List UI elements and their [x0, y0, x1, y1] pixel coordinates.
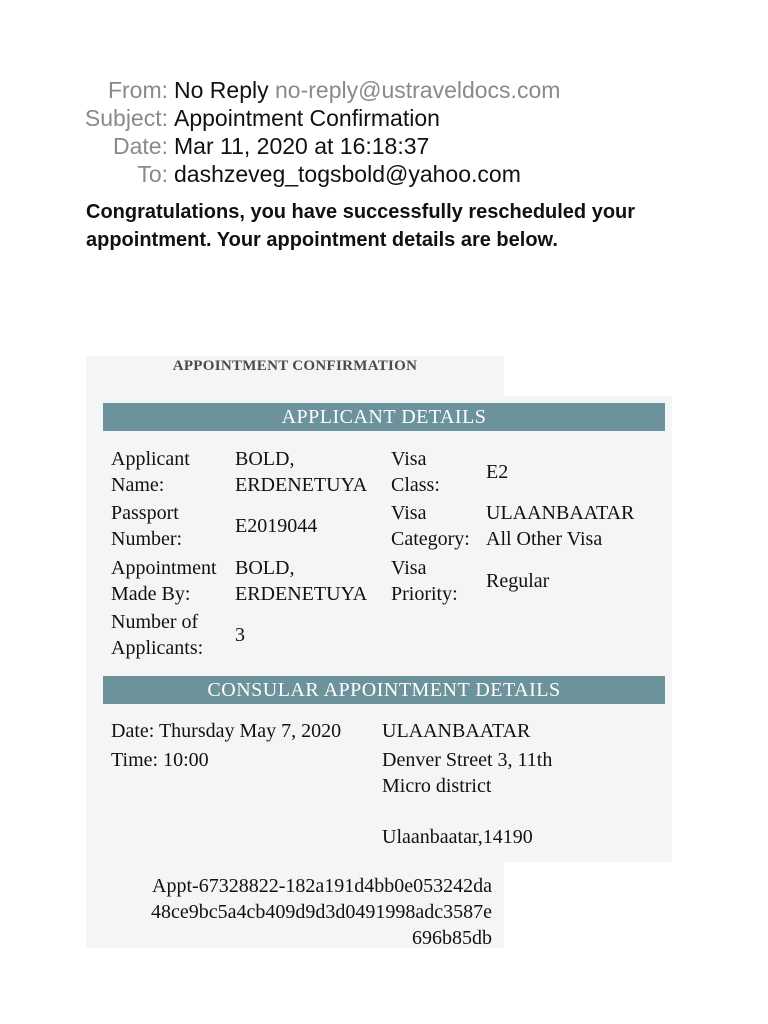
from-label: From: — [107, 77, 168, 103]
appointment-time-value: 10:00 — [163, 749, 209, 771]
to-label: To: — [137, 161, 168, 187]
visa-class-value: E2 — [486, 461, 509, 483]
appointment-date-label: Date: — [111, 720, 155, 742]
applicant-name-value: BOLD, ERDENETUYA — [235, 448, 368, 496]
appointment-date-value: Thursday May 7, 2020 — [158, 720, 342, 742]
appointment-time-row — [111, 747, 209, 773]
consular-details-header: CONSULAR APPOINTMENT DETAILS — [103, 676, 665, 704]
date-label: Date: — [113, 133, 168, 159]
intro-text: Congratulations, you have successfully rescheduled your appointment. Your appointment details are below. — [86, 201, 636, 251]
visa-category-label: Visa Category: — [391, 502, 470, 550]
num-applicants-label: Number of Applicants: — [111, 611, 204, 659]
appointment-id: Appt-67328822-182a191d4bb0e053242da 48ce9bc5a4cb409d9d3d0491998adc3587e 696b85db — [150, 875, 492, 949]
from-name: No Reply — [174, 77, 269, 103]
visa-category-value: ULAANBAATAR All Other Visa — [486, 502, 635, 550]
location-street: Denver Street 3, 11th Micro district — [382, 749, 553, 797]
location-city: ULAANBAATAR — [382, 720, 531, 742]
from-address[interactable]: no-reply@ustraveldocs.com — [275, 77, 561, 103]
visa-priority-label: Visa Priority: — [391, 557, 458, 605]
to-address[interactable]: dashzeveg_togsbold@yahoo.com — [174, 161, 521, 187]
made-by-label: Appointment Made By: — [111, 557, 217, 605]
num-applicants-value: 3 — [235, 624, 245, 646]
appointment-time-label: Time: — [111, 749, 159, 771]
visa-priority-value: Regular — [486, 570, 550, 592]
visa-class-label: Visa Class: — [391, 448, 440, 496]
made-by-value: BOLD, ERDENETUYA — [235, 557, 368, 605]
appointment-date-row — [111, 718, 341, 744]
subject-label: Subject: — [84, 105, 168, 131]
subject-value: Appointment Confirmation — [174, 105, 440, 131]
applicant-name-label: Applicant Name: — [111, 448, 190, 496]
passport-value: E2019044 — [235, 515, 318, 537]
date-value: Mar 11, 2020 at 16:18:37 — [174, 133, 430, 159]
passport-label: Passport Number: — [111, 502, 183, 550]
location-postal: Ulaanbaatar,14190 — [382, 826, 533, 848]
applicant-details-header: APPLICANT DETAILS — [103, 403, 665, 431]
confirmation-title: APPOINTMENT CONFIRMATION — [172, 358, 418, 374]
